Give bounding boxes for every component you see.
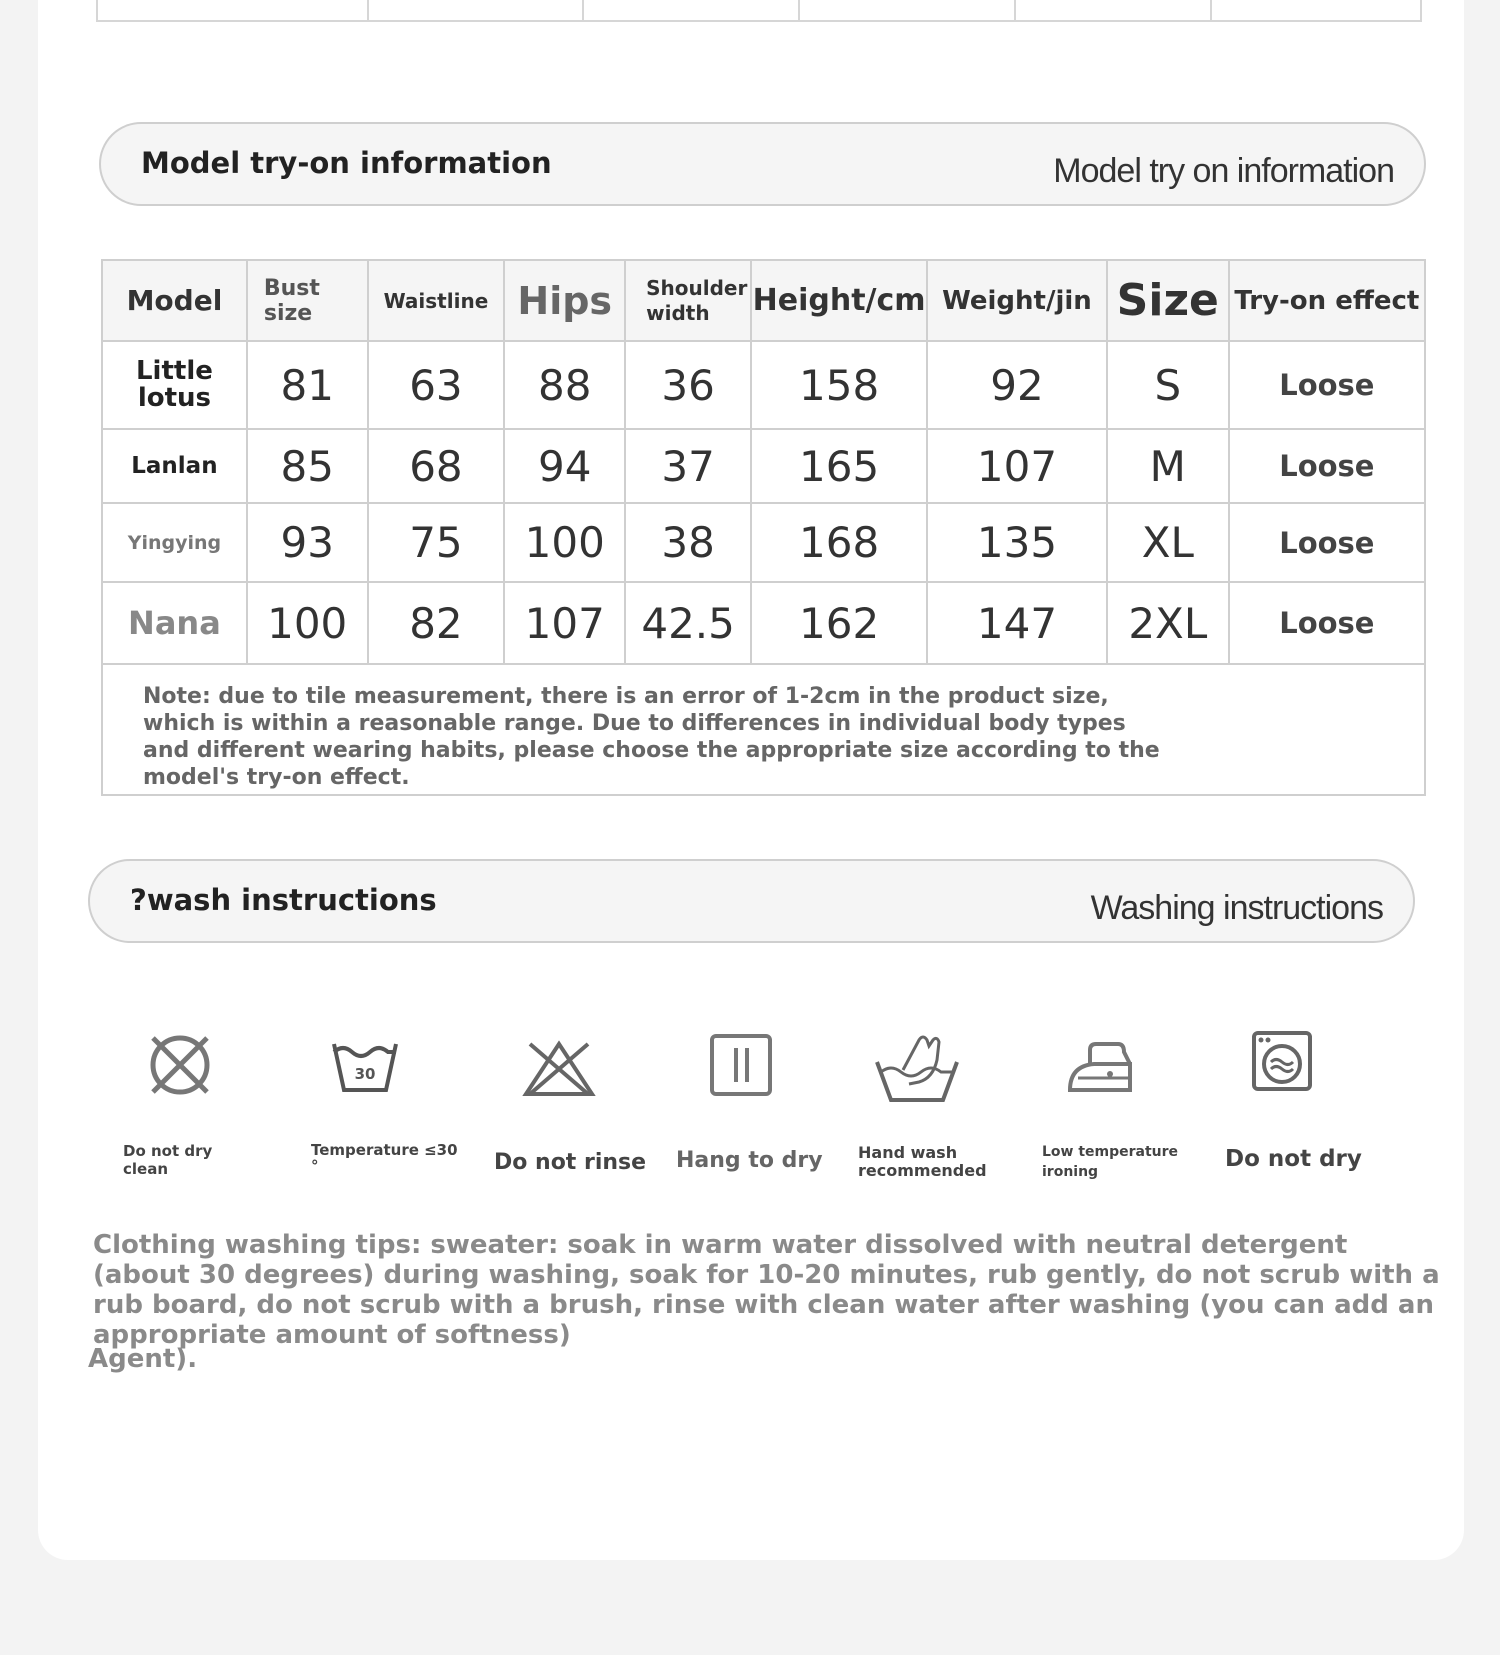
- weight-value: 147: [927, 582, 1107, 664]
- section-title-en: Model try on information: [1053, 152, 1394, 190]
- try-on-table: [101, 259, 1426, 665]
- bust-value: 100: [247, 582, 368, 664]
- size-value: M: [1107, 429, 1229, 503]
- table-row: [102, 582, 1425, 664]
- section-title-en: Washing instructions: [1090, 889, 1383, 927]
- no-dry-clean-icon: [145, 1030, 215, 1100]
- washing-tips-end: Agent).: [88, 1344, 198, 1374]
- model-section-header: [99, 122, 1426, 206]
- size-value: S: [1107, 341, 1229, 429]
- wash-icon-label: Temperature ≤30 °: [311, 1141, 458, 1175]
- header-cell: Model: [102, 260, 247, 341]
- shoulder-value: 36: [625, 341, 751, 429]
- section-title: ?wash instructions: [130, 883, 437, 917]
- bust-value: 93: [247, 503, 368, 582]
- model-name: Yingying: [102, 503, 247, 582]
- model-name: Nana: [102, 582, 247, 664]
- wash-icon-label: Do not dry: [1225, 1146, 1362, 1172]
- waist-value: 63: [368, 341, 505, 429]
- header-cell: Size: [1107, 260, 1229, 341]
- section-title: Model try-on information: [141, 146, 552, 180]
- header-cell: Bust size: [247, 260, 368, 341]
- wash-icon-item: [707, 1030, 777, 1100]
- previous-table-bottom: [96, 0, 1422, 22]
- effect-value: Loose: [1229, 429, 1425, 503]
- table-header-row: [102, 260, 1425, 341]
- hips-value: 100: [504, 503, 625, 582]
- note-text: Note: due to tile measurement, there is an error of 1-2cm in the product size, which is within a reasonable range. Due to differences in individual body types and different wearing habits, please choose the appropriate size according to the model's try-on effect.: [143, 684, 1160, 790]
- no-bleach-icon: [520, 1030, 598, 1100]
- hips-value: 107: [504, 582, 625, 664]
- header-cell: Height/cm: [751, 260, 927, 341]
- hips-value: 88: [504, 341, 625, 429]
- size-value: XL: [1107, 503, 1229, 582]
- washing-tips: Clothing washing tips: sweater: soak in warm water dissolved with neutral detergent (about 30 degrees) during washing, soak for 10-20 minutes, rub gently, do not scrub with a rub board, do not scrub with a brush, rinse with clean water after washing (you can add an appropriate amount of softness): [93, 1230, 1440, 1350]
- no-tumble-dry-icon: [1251, 1030, 1313, 1092]
- header-cell: Try-on effect: [1229, 260, 1425, 341]
- table-row: [102, 429, 1425, 503]
- wash-icon-item: [145, 1030, 215, 1100]
- shoulder-value: 37: [625, 429, 751, 503]
- header-cell: Hips: [504, 260, 625, 341]
- hang-dry-icon: [707, 1030, 777, 1100]
- table-row: [102, 341, 1425, 429]
- effect-value: Loose: [1229, 341, 1425, 429]
- height-value: 168: [751, 503, 927, 582]
- weight-value: 107: [927, 429, 1107, 503]
- wash-section-header: [88, 859, 1415, 943]
- table-row: [102, 503, 1425, 582]
- wash-icon-label: Do not dry clean: [123, 1142, 213, 1178]
- wash-icon-label: Hand wash recommended: [858, 1143, 987, 1180]
- height-value: 162: [751, 582, 927, 664]
- wash-icon-item: [875, 1030, 959, 1104]
- hand-wash-icon: [875, 1030, 959, 1104]
- weight-value: 135: [927, 503, 1107, 582]
- wash-temp-value: 30: [354, 1065, 376, 1083]
- waist-value: 68: [368, 429, 505, 503]
- waist-value: 82: [368, 582, 505, 664]
- header-cell: Shoulder width: [625, 260, 751, 341]
- shoulder-value: 42.5: [625, 582, 751, 664]
- wash-icon-label: Do not rinse: [494, 1150, 647, 1175]
- waist-value: 75: [368, 503, 505, 582]
- wash-icon-item: [1251, 1030, 1313, 1092]
- shoulder-value: 38: [625, 503, 751, 582]
- header-cell: Waistline: [368, 260, 505, 341]
- bust-value: 85: [247, 429, 368, 503]
- effect-value: Loose: [1229, 503, 1425, 582]
- wash-icon-item: [330, 1030, 400, 1100]
- wash-icon-label: Hang to dry: [676, 1148, 823, 1173]
- wash-icons-row: [0, 1030, 1500, 1180]
- effect-value: Loose: [1229, 582, 1425, 664]
- wash-icon-label: Low temperature ironing: [1042, 1144, 1179, 1180]
- height-value: 165: [751, 429, 927, 503]
- hips-value: 94: [504, 429, 625, 503]
- wash-icon-item: [520, 1030, 598, 1100]
- wash-30-icon: [330, 1030, 400, 1100]
- wash-icon-item: [1064, 1030, 1136, 1096]
- header-cell: Weight/jin: [927, 260, 1107, 341]
- bust-value: 81: [247, 341, 368, 429]
- size-value: 2XL: [1107, 582, 1229, 664]
- model-name: Little lotus: [102, 341, 247, 429]
- low-iron-icon: [1064, 1030, 1136, 1096]
- model-name: Lanlan: [102, 429, 247, 503]
- weight-value: 92: [927, 341, 1107, 429]
- height-value: 158: [751, 341, 927, 429]
- size-note: [101, 663, 1426, 796]
